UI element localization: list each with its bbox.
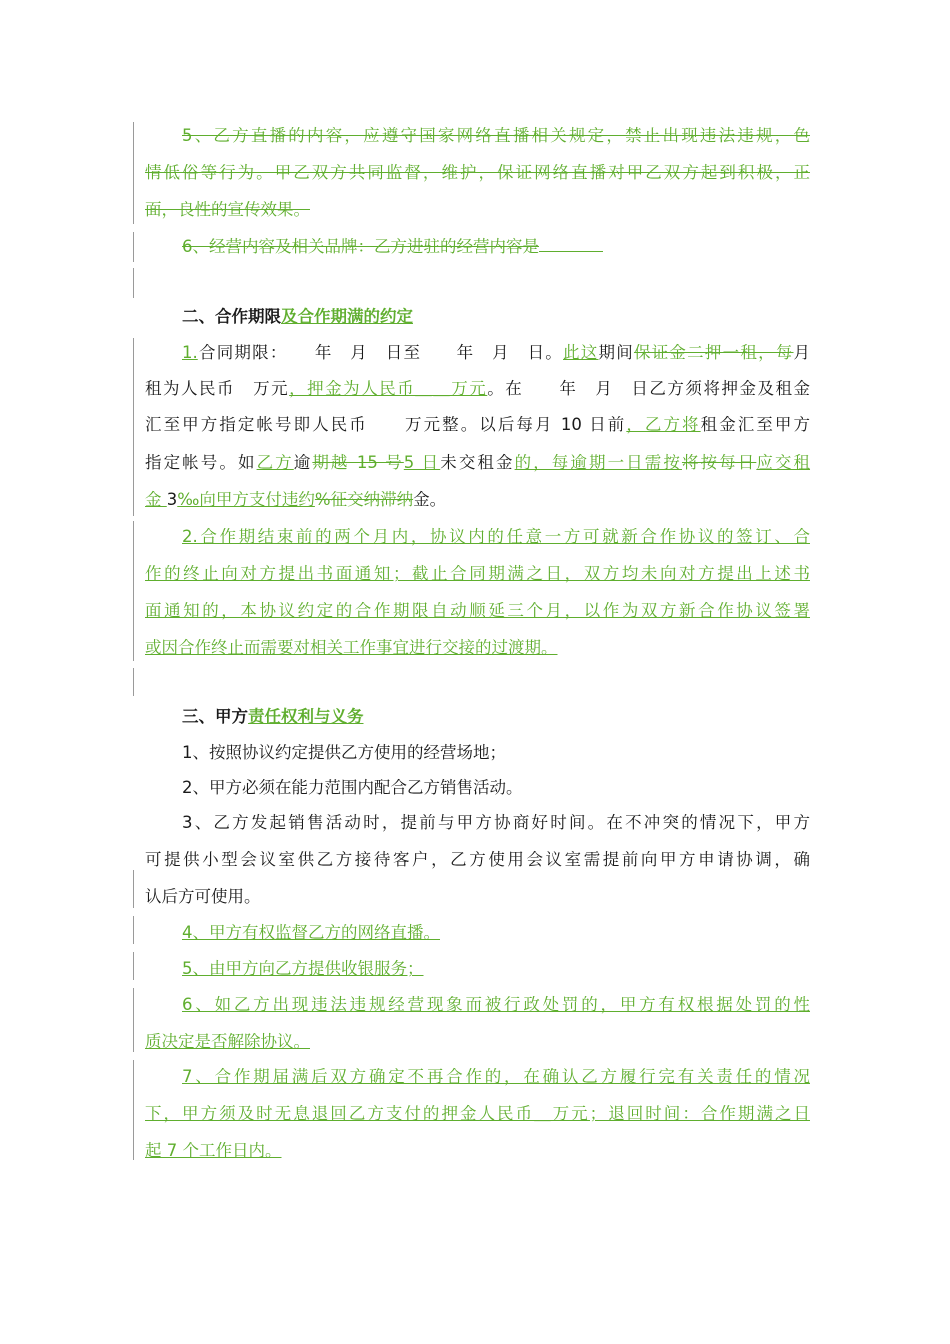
change-bar: [133, 232, 134, 262]
duty-5: 5、由甲方向乙方提供收银服务；: [182, 959, 424, 978]
change-bar: [133, 268, 134, 298]
p2-line1: 2.合作期结束前的两个月内，协议内的任意一方可就新合作协议的签订、合: [182, 527, 810, 546]
item5-line2: 情低俗等行为。甲乙双方共同监督，维护，保证网络直播对甲乙双方起到积极，正: [145, 163, 810, 182]
item5-line3: 面，良性的宣传效果。: [145, 200, 310, 219]
p1-line3: 汇至甲方指定帐号即人民币 万元整。以后每月 10 日前，乙方将租金汇至甲方: [145, 415, 810, 434]
item5-line1: 5、乙方直播的内容，应遵守国家网络直播相关规定，禁止出现违法违规，色: [182, 126, 810, 145]
blank-field: [539, 237, 603, 252]
duty-3-line2: 可提供小型会议室供乙方接待客户，乙方使用会议室需提前向甲方申请协调，确: [145, 850, 810, 869]
p2-line3: 面通知的，本协议约定的合作期限自动顺延三个月，以作为双方新合作协议签署: [145, 601, 810, 620]
item6-line: 6、经营内容及相关品牌：乙方进驻的经营内容是: [182, 236, 810, 258]
change-bar: [133, 988, 134, 1052]
change-bar: [133, 870, 134, 908]
section2-title: 二、合作期限及合作期满的约定: [182, 307, 413, 326]
duty-3-line3: 认后方可使用。: [145, 887, 261, 906]
p1-line2: 租为人民币 万元，押金为人民币＿＿万元。在 年 月 日乙方须将押金及租金: [145, 379, 811, 398]
duty-7-line1: 7、合作期届满后双方确定不再合作的，在确认乙方履行完有关责任的情况: [182, 1067, 810, 1086]
change-bar: [133, 521, 134, 661]
change-bar: [133, 1060, 134, 1160]
change-bar: [133, 668, 134, 696]
change-bar: [133, 916, 134, 944]
change-bar: [133, 338, 134, 516]
p2-line2: 作的终止向对方提出书面通知；截止合同期满之日，双方均未向对方提出上述书: [145, 564, 810, 583]
duty-6-line2: 质决定是否解除协议。: [145, 1032, 310, 1051]
duty-6-line1: 6、如乙方出现违法违规经营现象而被行政处罚的，甲方有权根据处罚的性: [182, 995, 810, 1014]
duty-4: 4、甲方有权监督乙方的网络直播。: [182, 923, 440, 942]
duty-7-line2: 下，甲方须及时无息退回乙方支付的押金人民币＿万元；退回时间：合作期满之日: [145, 1104, 810, 1123]
duty-2: 2、甲方必须在能力范围内配合乙方销售活动。: [182, 778, 523, 797]
p2-line4: 或因合作终止而需要对相关工作事宜进行交接的过渡期。: [145, 638, 558, 657]
p1-line4: 指定帐号。如乙方逾期越 15 号5 日未交租金的，每逾期一日需按将按每日应交租: [145, 453, 811, 472]
change-bar: [133, 952, 134, 980]
change-bar: [133, 122, 134, 224]
duty-3-line1: 3、乙方发起销售活动时，提前与甲方协商好时间。在不冲突的情况下，甲方: [182, 813, 810, 832]
p1-line5: 金 3‰向甲方支付违约%征交纳滞纳金。: [145, 490, 447, 509]
duty-1: 1、按照协议约定提供乙方使用的经营场地；: [182, 743, 506, 762]
p1-line1: 1.合同期限： 年 月 日至 年 月 日。此这期间保证金二押一租，每月: [182, 343, 811, 362]
duty-7-line3: 起 7 个工作日内。: [145, 1141, 282, 1160]
section3-title: 三、甲方责任权利与义务: [182, 707, 364, 726]
